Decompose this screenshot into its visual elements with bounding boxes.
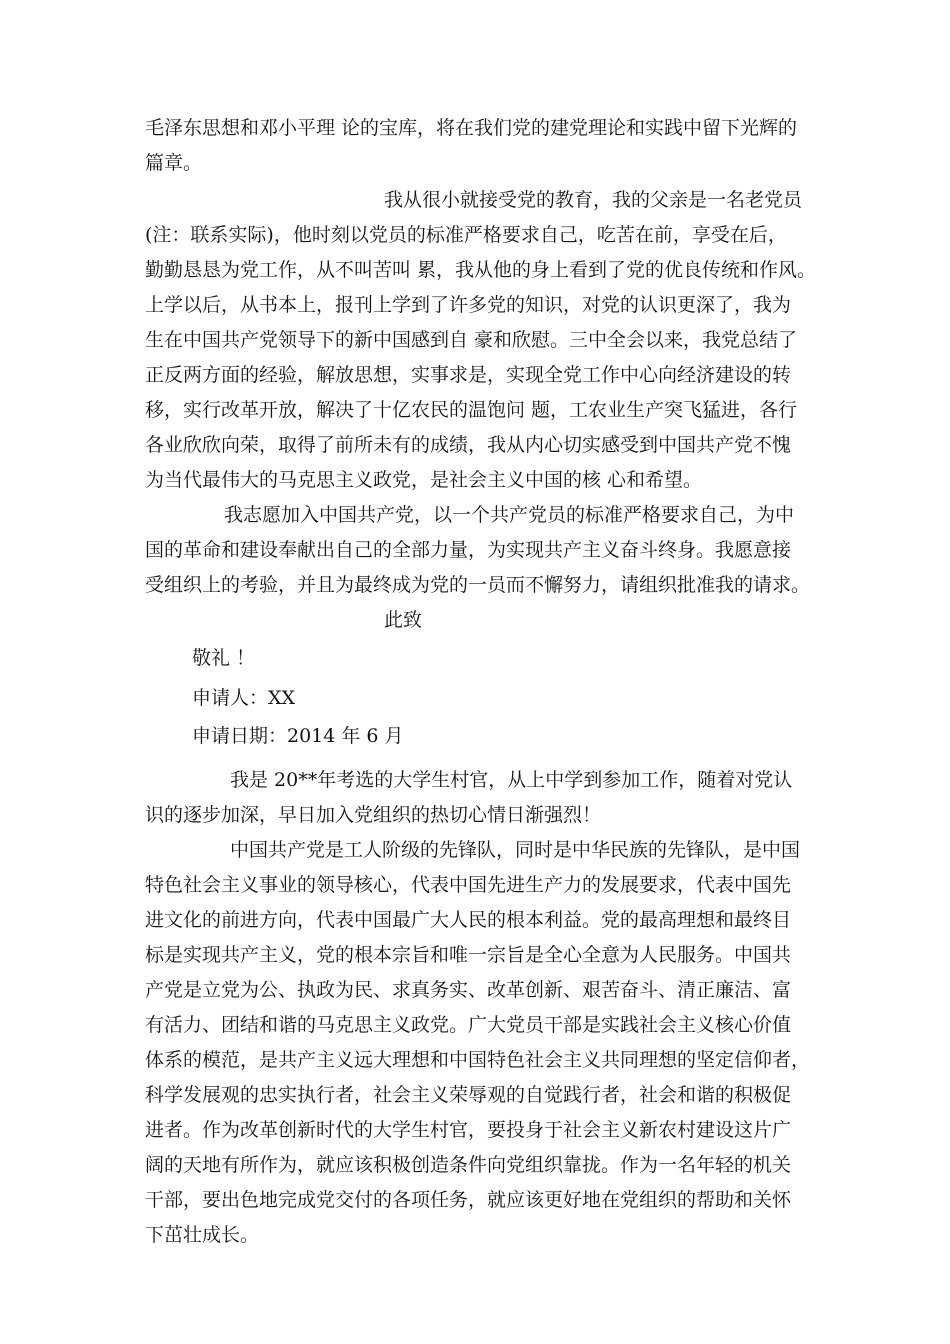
salutation: 敬礼 ！ [192, 647, 256, 669]
text-line: 我从很小就接受党的教育，我的父亲是一名老党员 [384, 189, 803, 211]
text-line: 进文化的前进方向，代表中国最广大人民的根本利益。党的最高理想和最终目 [145, 909, 792, 931]
text-line: 上学以后，从书本上，报刊上学到了许多党的知识，对党的认识更深了，我为 [145, 294, 792, 316]
text-line: 识的逐步加深，早日加入党组织的热切心情日渐强烈！ [145, 804, 602, 826]
text-line: 标是实现共产主义，党的根本宗旨和唯一宗旨是全心全意为人民服务。中国共 [145, 944, 792, 966]
applicant-name: 申请人：XX [192, 687, 296, 709]
text-line: 科学发展观的忠实执行者，社会主义荣辱观的自觉践行者，社会和谐的积极促 [145, 1084, 792, 1106]
text-line: 有活力、团结和谐的马克思主义政党。广大党员干部是实践社会主义核心价值 [145, 1014, 792, 1036]
text-line: 我志愿加入中国共产党，以一个共产党员的标准严格要求自己，为中 [224, 504, 795, 526]
text-line: 各业欣欣向荣，取得了前所未有的成绩，我从内心切实感受到中国共产党不愧 [145, 434, 792, 456]
text-line: 正反两方面的经验，解放思想，实事求是，实现全党工作中心向经济建设的转 [145, 364, 792, 386]
text-line: 阔的天地有所作为，就应该积极创造条件向党组织靠拢。作为一名年轻的机关 [145, 1154, 792, 1176]
text-line: 为当代最伟大的马克思主义政党，是社会主义中国的核 心和希望。 [145, 469, 703, 491]
text-line: 毛泽东思想和邓小平理 论的宝库，将在我们党的建党理论和实践中留下光辉的 [145, 117, 798, 139]
text-line: 我是 20**年考选的大学生村官，从上中学到参加工作，随着对党认 [230, 769, 793, 791]
text-line: 国的革命和建设奉献出自己的全部力量，为实现共产主义奋斗终身。我愿意接 [145, 539, 792, 561]
text-line: 产党是立党为公、执政为民、求真务实、改革创新、艰苦奋斗、清正廉洁、富 [145, 979, 792, 1001]
text-line: 干部，要出色地完成党交付的各项任务，就应该更好地在党组织的帮助和关怀 [145, 1189, 792, 1211]
text-line: 特色社会主义事业的领导核心，代表中国先进生产力的发展要求，代表中国先 [145, 874, 792, 896]
text-line: 移，实行改革开放，解决了十亿农民的温饱问 题，工农业生产突飞猛进，各行 [145, 399, 798, 421]
text-line: 中国共产党是工人阶级的先锋队，同时是中华民族的先锋队，是中国 [230, 839, 801, 861]
text-line: 体系的模范，是共产主义远大理想和中国特色社会主义共同理想的坚定信仰者， [145, 1049, 811, 1071]
text-line: (注：联系实际)，他时刻以党员的标准严格要求自己，吃苦在前，享受在后， [145, 224, 787, 246]
application-date: 申请日期：2014 年 6 月 [192, 725, 404, 747]
text-line: 篇章。 [145, 152, 203, 174]
text-line: 下茁壮成长。 [145, 1224, 260, 1246]
text-line: 受组织上的考验，并且为最终成为党的一员而不懈努力，请组织批准我的请求。 [145, 574, 811, 596]
text-line: 生在中国共产党领导下的新中国感到自 豪和欣慰。三中全会以来，我党总结了 [145, 329, 798, 351]
text-line: 进者。作为改革创新时代的大学生村官，要投身于社会主义新农村建设这片广 [145, 1119, 792, 1141]
closing-phrase: 此致 [384, 609, 423, 631]
text-line: 勤勤恳恳为党工作，从不叫苦叫 累，我从他的身上看到了党的优良传统和作风。 [145, 259, 817, 281]
